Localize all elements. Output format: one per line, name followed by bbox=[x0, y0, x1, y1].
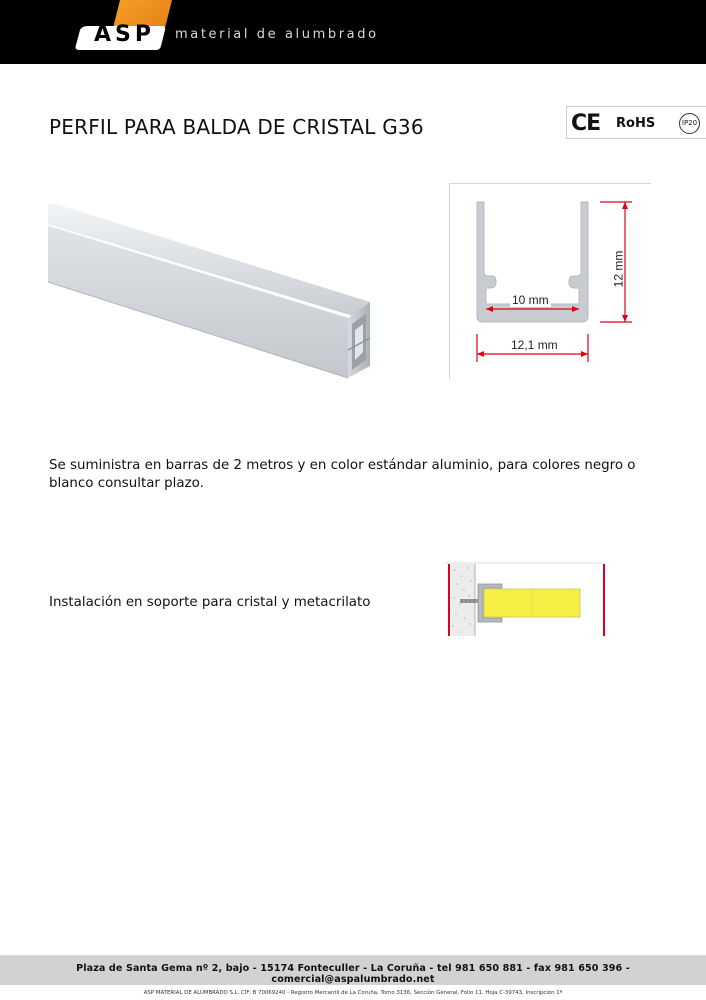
aluminium-profile-image bbox=[48, 200, 370, 380]
inner-width-label: 10 mm bbox=[512, 293, 549, 307]
technical-drawing bbox=[449, 183, 651, 379]
outer-width-label: 12,1 mm bbox=[511, 338, 558, 352]
company-tagline: material de alumbrado bbox=[175, 27, 379, 42]
page-title: PERFIL PARA BALDA DE CRISTAL G36 bbox=[49, 115, 424, 139]
footer-legal-info: ASP MATERIAL DE ALUMBRADO S.L. CIF: B 70069240 - Registro Mercantil de La Coruña, Tomo 3136, Sección General, Folio 11, Hoja C-39743, Inscripción 1ª bbox=[143, 990, 563, 996]
footer-contact-info: Plaza de Santa Gema nº 2, bajo - 15174 Fonteculler - La Coruña - tel 981 650 881 - fax 981 650 396 - comercial@aspalumbrado.net bbox=[76, 963, 630, 985]
page-header bbox=[0, 0, 706, 64]
installation-note: Instalación en soporte para cristal y metacrilato bbox=[49, 595, 371, 610]
installation-diagram bbox=[446, 562, 608, 638]
ip-rating-badge: IP20 bbox=[679, 113, 700, 134]
product-description: Se suministra en barras de 2 metros y en color estándar aluminio, para colores negro o blanco consultar plazo. bbox=[49, 458, 636, 491]
height-label: 12 mm bbox=[611, 250, 626, 288]
logo-text: ASP bbox=[94, 22, 155, 47]
ce-mark: CE bbox=[571, 111, 601, 136]
rohs-mark: RoHS bbox=[616, 116, 656, 131]
certification-marks bbox=[566, 106, 706, 139]
